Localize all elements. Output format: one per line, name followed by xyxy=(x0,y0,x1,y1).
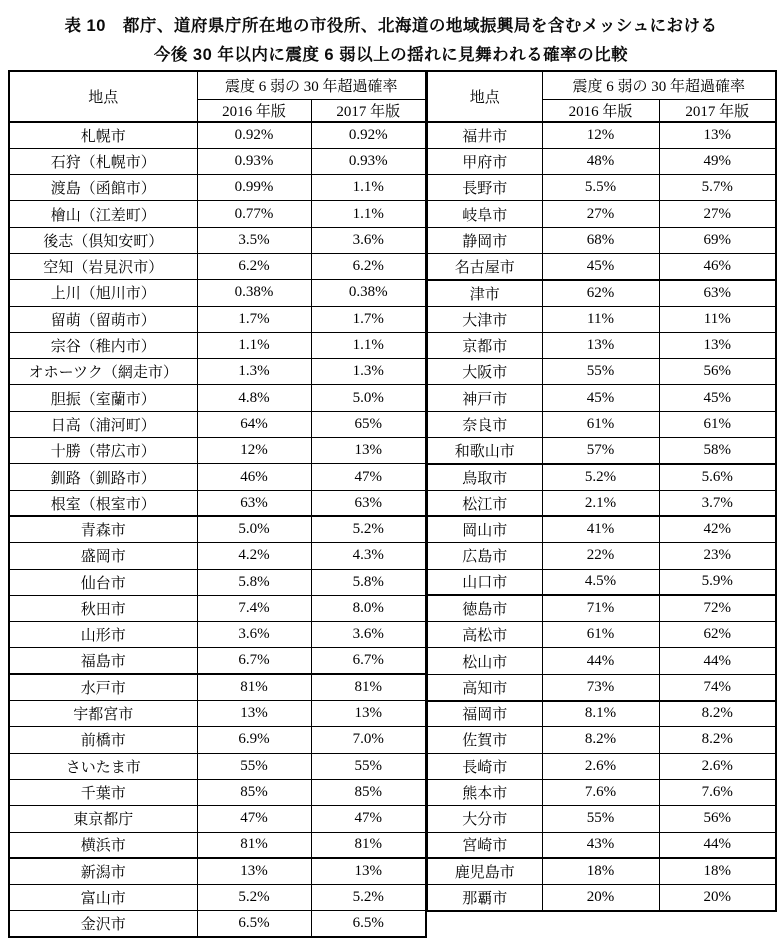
table-row xyxy=(427,516,776,542)
location-cell: さいたま市 xyxy=(9,753,197,779)
location-cell: 前橋市 xyxy=(9,727,197,753)
prob-2017-cell: 65% xyxy=(311,411,426,437)
prob-2017-cell: 5.9% xyxy=(659,569,776,595)
table-row xyxy=(427,122,776,148)
prob-2017-cell: 1.1% xyxy=(311,175,426,201)
prob-2017-cell: 23% xyxy=(659,543,776,569)
location-cell: 名古屋市 xyxy=(427,253,542,279)
prob-2017-cell: 69% xyxy=(659,227,776,253)
prob-2017-cell: 3.6% xyxy=(311,622,426,648)
prob-2016-cell: 5.2% xyxy=(197,885,311,911)
prob-2016-cell: 64% xyxy=(197,411,311,437)
table-row xyxy=(9,753,426,779)
prob-2016-cell: 68% xyxy=(542,227,659,253)
location-cell: 那覇市 xyxy=(427,885,542,911)
column-header-2016: 2016 年版 xyxy=(542,99,659,122)
prob-2017-cell: 2.6% xyxy=(659,753,776,779)
location-cell: 福岡市 xyxy=(427,701,542,727)
table-row xyxy=(427,543,776,569)
prob-2016-cell: 7.4% xyxy=(197,595,311,621)
table-title-line2: 今後 30 年以内に震度 6 弱以上の揺れに見舞われる確率の比較 xyxy=(153,46,629,64)
prob-2016-cell: 44% xyxy=(542,648,659,674)
prob-2017-cell: 8.2% xyxy=(659,727,776,753)
prob-2016-cell: 57% xyxy=(542,438,659,464)
table-row xyxy=(427,359,776,385)
prob-2017-cell: 0.92% xyxy=(311,122,426,148)
table-row xyxy=(427,885,776,911)
table-row xyxy=(427,385,776,411)
table-row xyxy=(9,516,426,542)
prob-2017-cell: 81% xyxy=(311,832,426,858)
table-row xyxy=(427,306,776,332)
prob-2016-cell: 45% xyxy=(542,253,659,279)
prob-2016-cell: 5.5% xyxy=(542,175,659,201)
prob-2017-cell: 45% xyxy=(659,385,776,411)
prob-2017-cell: 5.7% xyxy=(659,175,776,201)
table-row xyxy=(427,175,776,201)
prob-2017-cell: 20% xyxy=(659,885,776,911)
prob-2017-cell: 13% xyxy=(659,332,776,358)
location-cell: 千葉市 xyxy=(9,779,197,805)
location-cell: 京都市 xyxy=(427,332,542,358)
prob-2017-cell: 55% xyxy=(311,753,426,779)
prob-2016-cell: 73% xyxy=(542,674,659,700)
table-title-line1: 表 10 都庁、道府県庁所在地の市役所、北海道の地域振興局を含むメッシュにおける xyxy=(64,17,718,35)
prob-2016-cell: 1.7% xyxy=(197,306,311,332)
table-row xyxy=(427,806,776,832)
prob-2016-cell: 61% xyxy=(542,622,659,648)
prob-2016-cell: 0.77% xyxy=(197,201,311,227)
prob-2016-cell: 1.1% xyxy=(197,332,311,358)
prob-2017-cell: 7.0% xyxy=(311,727,426,753)
column-header-location: 地点 xyxy=(427,71,542,122)
location-cell: 空知（岩見沢市） xyxy=(9,253,197,279)
right-table-header xyxy=(427,71,776,122)
prob-2016-cell: 12% xyxy=(542,122,659,148)
prob-2016-cell: 6.2% xyxy=(197,253,311,279)
prob-2017-cell: 6.7% xyxy=(311,648,426,674)
prob-2017-cell: 5.8% xyxy=(311,569,426,595)
location-cell: 徳島市 xyxy=(427,595,542,621)
prob-2016-cell: 7.6% xyxy=(542,779,659,805)
prob-2016-cell: 5.2% xyxy=(542,464,659,490)
location-cell: 札幌市 xyxy=(9,122,197,148)
column-header-probability-group: 震度 6 弱の 30 年超過確率 xyxy=(542,71,776,99)
prob-2016-cell: 3.5% xyxy=(197,227,311,253)
prob-2016-cell: 18% xyxy=(542,858,659,884)
location-cell: 松山市 xyxy=(427,648,542,674)
table-row xyxy=(427,201,776,227)
table-row xyxy=(9,122,426,148)
prob-2017-cell: 27% xyxy=(659,201,776,227)
location-cell: 十勝（帯広市） xyxy=(9,438,197,464)
location-cell: 岡山市 xyxy=(427,516,542,542)
prob-2016-cell: 0.93% xyxy=(197,148,311,174)
location-cell: 宇都宮市 xyxy=(9,701,197,727)
column-header-probability-group: 震度 6 弱の 30 年超過確率 xyxy=(197,71,426,99)
prob-2016-cell: 81% xyxy=(197,832,311,858)
prob-2016-cell: 0.99% xyxy=(197,175,311,201)
prob-2016-cell: 13% xyxy=(197,701,311,727)
table-row xyxy=(9,595,426,621)
table-row xyxy=(9,911,426,937)
prob-2017-cell: 11% xyxy=(659,306,776,332)
left-table xyxy=(8,70,427,938)
prob-2017-cell: 7.6% xyxy=(659,779,776,805)
table-row xyxy=(427,280,776,306)
location-cell: 檜山（江差町） xyxy=(9,201,197,227)
prob-2016-cell: 6.9% xyxy=(197,727,311,753)
prob-2017-cell: 49% xyxy=(659,148,776,174)
prob-2016-cell: 55% xyxy=(542,806,659,832)
prob-2016-cell: 85% xyxy=(197,779,311,805)
table-row xyxy=(427,701,776,727)
table-row xyxy=(9,543,426,569)
location-cell: 福井市 xyxy=(427,122,542,148)
table-row xyxy=(427,727,776,753)
table-row xyxy=(427,622,776,648)
prob-2016-cell: 13% xyxy=(542,332,659,358)
location-cell: 新潟市 xyxy=(9,858,197,884)
location-cell: 秋田市 xyxy=(9,595,197,621)
prob-2016-cell: 55% xyxy=(197,753,311,779)
table-row xyxy=(9,411,426,437)
prob-2017-cell: 3.7% xyxy=(659,490,776,516)
table-row xyxy=(427,674,776,700)
prob-2016-cell: 11% xyxy=(542,306,659,332)
table-row xyxy=(427,779,776,805)
prob-2017-cell: 18% xyxy=(659,858,776,884)
prob-2017-cell: 6.2% xyxy=(311,253,426,279)
table-row xyxy=(9,148,426,174)
table-row xyxy=(9,490,426,516)
location-cell: 石狩（札幌市） xyxy=(9,148,197,174)
location-cell: 鹿児島市 xyxy=(427,858,542,884)
prob-2017-cell: 62% xyxy=(659,622,776,648)
location-cell: 山口市 xyxy=(427,569,542,595)
prob-2017-cell: 8.0% xyxy=(311,595,426,621)
table-row xyxy=(9,332,426,358)
prob-2016-cell: 6.5% xyxy=(197,911,311,937)
table-row xyxy=(427,253,776,279)
table-row xyxy=(9,622,426,648)
location-cell: 大阪市 xyxy=(427,359,542,385)
left-table-header xyxy=(9,71,426,122)
prob-2016-cell: 43% xyxy=(542,832,659,858)
prob-2017-cell: 0.38% xyxy=(311,280,426,306)
prob-2016-cell: 8.1% xyxy=(542,701,659,727)
prob-2017-cell: 42% xyxy=(659,516,776,542)
table-row xyxy=(9,701,426,727)
prob-2016-cell: 2.6% xyxy=(542,753,659,779)
prob-2017-cell: 58% xyxy=(659,438,776,464)
prob-2016-cell: 8.2% xyxy=(542,727,659,753)
prob-2016-cell: 4.8% xyxy=(197,385,311,411)
location-cell: 金沢市 xyxy=(9,911,197,937)
prob-2016-cell: 63% xyxy=(197,490,311,516)
table-row xyxy=(9,569,426,595)
prob-2016-cell: 62% xyxy=(542,280,659,306)
left-table-body xyxy=(9,122,426,937)
prob-2017-cell: 5.0% xyxy=(311,385,426,411)
location-cell: 宗谷（稚内市） xyxy=(9,332,197,358)
prob-2017-cell: 46% xyxy=(659,253,776,279)
prob-2016-cell: 47% xyxy=(197,806,311,832)
table-row xyxy=(9,306,426,332)
prob-2017-cell: 0.93% xyxy=(311,148,426,174)
prob-2016-cell: 27% xyxy=(542,201,659,227)
table-row xyxy=(427,464,776,490)
prob-2017-cell: 13% xyxy=(311,701,426,727)
table-row xyxy=(9,806,426,832)
column-header-2016: 2016 年版 xyxy=(197,99,311,122)
prob-2017-cell: 5.2% xyxy=(311,516,426,542)
prob-2016-cell: 4.5% xyxy=(542,569,659,595)
location-cell: 松江市 xyxy=(427,490,542,516)
location-cell: 宮崎市 xyxy=(427,832,542,858)
column-header-2017: 2017 年版 xyxy=(311,99,426,122)
table-row xyxy=(9,253,426,279)
table-row xyxy=(427,832,776,858)
prob-2016-cell: 1.3% xyxy=(197,359,311,385)
location-cell: 根室（根室市） xyxy=(9,490,197,516)
column-header-location: 地点 xyxy=(9,71,197,122)
prob-2017-cell: 44% xyxy=(659,832,776,858)
prob-2017-cell: 1.3% xyxy=(311,359,426,385)
table-row xyxy=(9,885,426,911)
table-row xyxy=(9,175,426,201)
prob-2016-cell: 61% xyxy=(542,411,659,437)
prob-2016-cell: 13% xyxy=(197,858,311,884)
table-row xyxy=(9,648,426,674)
prob-2017-cell: 74% xyxy=(659,674,776,700)
prob-2017-cell: 5.6% xyxy=(659,464,776,490)
table-row xyxy=(427,595,776,621)
prob-2017-cell: 6.5% xyxy=(311,911,426,937)
prob-2017-cell: 1.1% xyxy=(311,332,426,358)
location-cell: オホーツク（網走市） xyxy=(9,359,197,385)
table-row xyxy=(427,858,776,884)
prob-2016-cell: 2.1% xyxy=(542,490,659,516)
prob-2016-cell: 41% xyxy=(542,516,659,542)
location-cell: 和歌山市 xyxy=(427,438,542,464)
table-row xyxy=(427,490,776,516)
table-row xyxy=(427,332,776,358)
location-cell: 山形市 xyxy=(9,622,197,648)
prob-2017-cell: 72% xyxy=(659,595,776,621)
location-cell: 横浜市 xyxy=(9,832,197,858)
prob-2017-cell: 56% xyxy=(659,359,776,385)
prob-2016-cell: 5.8% xyxy=(197,569,311,595)
location-cell: 長崎市 xyxy=(427,753,542,779)
prob-2017-cell: 56% xyxy=(659,806,776,832)
prob-2016-cell: 46% xyxy=(197,464,311,490)
location-cell: 渡島（函館市） xyxy=(9,175,197,201)
table-row xyxy=(9,438,426,464)
table-row xyxy=(9,832,426,858)
table-row xyxy=(9,359,426,385)
table-row xyxy=(9,280,426,306)
location-cell: 水戸市 xyxy=(9,674,197,700)
location-cell: 留萌（留萌市） xyxy=(9,306,197,332)
location-cell: 胆振（室蘭市） xyxy=(9,385,197,411)
table-row xyxy=(427,411,776,437)
prob-2016-cell: 4.2% xyxy=(197,543,311,569)
table-row xyxy=(9,385,426,411)
prob-2016-cell: 48% xyxy=(542,148,659,174)
table-row xyxy=(9,779,426,805)
prob-2016-cell: 55% xyxy=(542,359,659,385)
prob-2017-cell: 13% xyxy=(659,122,776,148)
table-row xyxy=(427,569,776,595)
table-row xyxy=(9,227,426,253)
location-cell: 大分市 xyxy=(427,806,542,832)
location-cell: 仙台市 xyxy=(9,569,197,595)
prob-2017-cell: 13% xyxy=(311,858,426,884)
location-cell: 静岡市 xyxy=(427,227,542,253)
prob-2017-cell: 81% xyxy=(311,674,426,700)
location-cell: 福島市 xyxy=(9,648,197,674)
location-cell: 高知市 xyxy=(427,674,542,700)
location-cell: 富山市 xyxy=(9,885,197,911)
prob-2017-cell: 61% xyxy=(659,411,776,437)
table-row xyxy=(427,753,776,779)
table-row xyxy=(9,674,426,700)
prob-2017-cell: 1.7% xyxy=(311,306,426,332)
location-cell: 鳥取市 xyxy=(427,464,542,490)
prob-2017-cell: 13% xyxy=(311,438,426,464)
prob-2017-cell: 47% xyxy=(311,464,426,490)
prob-2016-cell: 3.6% xyxy=(197,622,311,648)
location-cell: 神戸市 xyxy=(427,385,542,411)
location-cell: 熊本市 xyxy=(427,779,542,805)
prob-2016-cell: 22% xyxy=(542,543,659,569)
table-row xyxy=(9,858,426,884)
prob-2016-cell: 5.0% xyxy=(197,516,311,542)
table-row xyxy=(9,201,426,227)
prob-2016-cell: 20% xyxy=(542,885,659,911)
prob-2016-cell: 45% xyxy=(542,385,659,411)
right-table-body xyxy=(427,122,776,911)
location-cell: 日高（浦河町） xyxy=(9,411,197,437)
table-row xyxy=(9,464,426,490)
prob-2017-cell: 3.6% xyxy=(311,227,426,253)
location-cell: 大津市 xyxy=(427,306,542,332)
table-row xyxy=(427,438,776,464)
location-cell: 岐阜市 xyxy=(427,201,542,227)
prob-2017-cell: 47% xyxy=(311,806,426,832)
location-cell: 広島市 xyxy=(427,543,542,569)
prob-2016-cell: 81% xyxy=(197,674,311,700)
prob-2017-cell: 5.2% xyxy=(311,885,426,911)
location-cell: 後志（倶知安町） xyxy=(9,227,197,253)
location-cell: 奈良市 xyxy=(427,411,542,437)
location-cell: 青森市 xyxy=(9,516,197,542)
table-row xyxy=(427,148,776,174)
comparison-tables xyxy=(8,70,777,938)
table-row xyxy=(9,727,426,753)
prob-2016-cell: 6.7% xyxy=(197,648,311,674)
prob-2017-cell: 1.1% xyxy=(311,201,426,227)
prob-2017-cell: 44% xyxy=(659,648,776,674)
location-cell: 高松市 xyxy=(427,622,542,648)
prob-2016-cell: 71% xyxy=(542,595,659,621)
location-cell: 盛岡市 xyxy=(9,543,197,569)
prob-2016-cell: 0.38% xyxy=(197,280,311,306)
prob-2017-cell: 63% xyxy=(311,490,426,516)
location-cell: 佐賀市 xyxy=(427,727,542,753)
table-row xyxy=(427,648,776,674)
prob-2016-cell: 12% xyxy=(197,438,311,464)
location-cell: 上川（旭川市） xyxy=(9,280,197,306)
prob-2017-cell: 4.3% xyxy=(311,543,426,569)
right-table xyxy=(426,70,777,912)
location-cell: 津市 xyxy=(427,280,542,306)
column-header-2017: 2017 年版 xyxy=(659,99,776,122)
table-row xyxy=(427,227,776,253)
location-cell: 東京都庁 xyxy=(9,806,197,832)
prob-2017-cell: 8.2% xyxy=(659,701,776,727)
prob-2017-cell: 85% xyxy=(311,779,426,805)
prob-2016-cell: 0.92% xyxy=(197,122,311,148)
prob-2017-cell: 63% xyxy=(659,280,776,306)
location-cell: 長野市 xyxy=(427,175,542,201)
location-cell: 釧路（釧路市） xyxy=(9,464,197,490)
location-cell: 甲府市 xyxy=(427,148,542,174)
